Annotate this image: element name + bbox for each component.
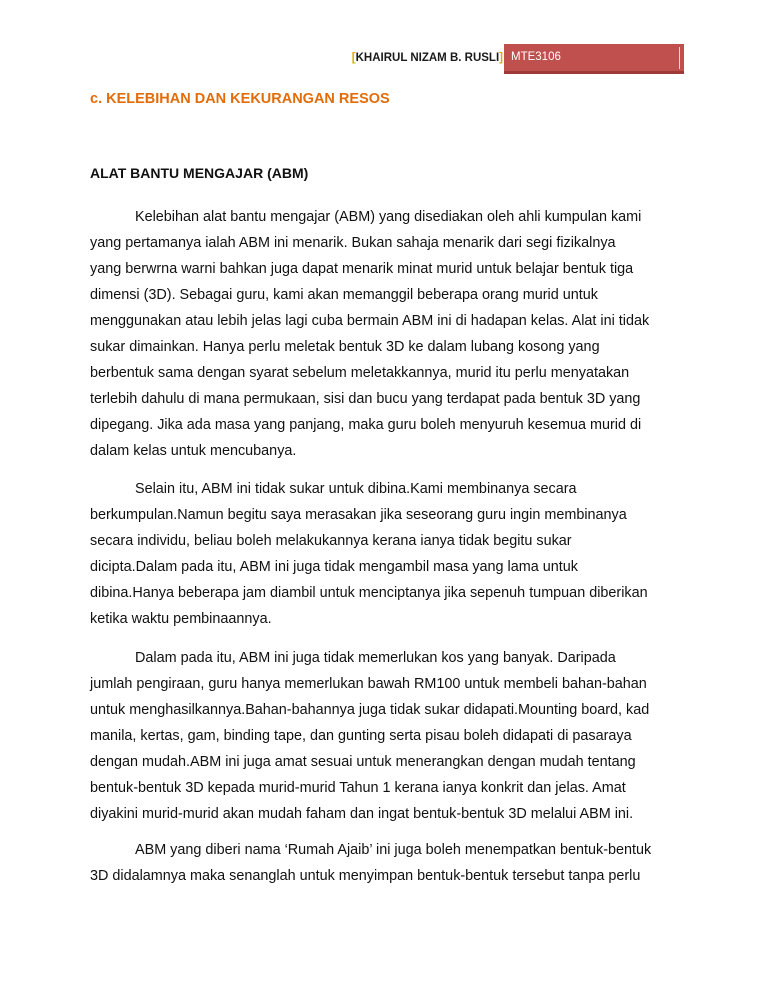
- subsection-title: ALAT BANTU MENGAJAR (ABM): [90, 165, 309, 181]
- paragraph-line: secara individu, beliau boleh melakukannya kerana ianya tidak begitu sukar: [90, 533, 572, 549]
- paragraph-line: terlebih dahulu di mana permukaan, sisi dan bucu yang terdapat pada bentuk 3D yang: [90, 391, 641, 407]
- paragraph-line: diyakini murid-murid akan mudah faham dan ingat bentuk-bentuk 3D melalui ABM ini.: [90, 806, 634, 822]
- header-divider: [679, 47, 680, 69]
- paragraph-line: Kelebihan alat bantu mengajar (ABM) yang disediakan oleh ahli kumpulan kami: [135, 209, 642, 225]
- course-code: MTE3106: [511, 51, 561, 63]
- paragraph-line: berbentuk sama dengan syarat sebelum meletakkannya, murid itu perlu menyatakan: [90, 365, 630, 381]
- section-title: c. KELEBIHAN DAN KEKURANGAN RESOS: [90, 91, 390, 107]
- paragraph-line: berkumpulan.Namun begitu saya merasakan jika seseorang guru ingin membinanya: [90, 507, 627, 523]
- paragraph-line: 3D didalamnya maka senanglah untuk menyimpan bentuk-bentuk tersebut tanpa perlu: [90, 868, 641, 884]
- paragraph-line: dimensi (3D). Sebagai guru, kami akan memanggil beberapa orang murid untuk: [90, 287, 598, 303]
- paragraph-line: yang berwrna warni bahkan juga dapat menarik minat murid untuk belajar bentuk tiga: [90, 261, 634, 277]
- paragraph-1: [90, 204, 680, 464]
- paragraph-line: ABM yang diberi nama ‘Rumah Ajaib’ ini juga boleh menempatkan bentuk-bentuk: [135, 842, 652, 858]
- paragraph-line: dengan mudah.ABM ini juga amat sesuai untuk menerangkan dengan mudah tentang: [90, 754, 636, 770]
- paragraph-line: jumlah pengiraan, guru hanya memerlukan bawah RM100 untuk membeli bahan-bahan: [90, 676, 647, 692]
- paragraph-line: yang pertamanya ialah ABM ini menarik. Bukan sahaja menarik dari segi fizikalnya: [90, 235, 616, 251]
- paragraph-line: ketika waktu pembinaannya.: [90, 611, 272, 627]
- paragraph-line: bentuk-bentuk 3D kepada murid-murid Tahun 1 kerana ianya konkrit dan jelas. Amat: [90, 780, 626, 796]
- paragraph-3: [90, 645, 680, 827]
- paragraph-2: [90, 476, 680, 632]
- paragraph-line: untuk menghasilkannya.Bahan-bahannya juga tidak sukar didapati.Mounting board, kad: [90, 702, 650, 718]
- paragraph-line: sukar dimainkan. Hanya perlu meletak bentuk 3D ke dalam lubang kosong yang: [90, 339, 600, 355]
- paragraph-line: Selain itu, ABM ini tidak sukar untuk dibina.Kami membinanya secara: [135, 481, 577, 497]
- author-bracket-close: ]: [499, 52, 503, 64]
- paragraph-line: manila, kertas, gam, binding tape, dan gunting serta pisau boleh didapati di pasaraya: [90, 728, 632, 744]
- paragraph-line: dipegang. Jika ada masa yang panjang, maka guru boleh menyuruh kesemua murid di: [90, 417, 642, 433]
- paragraph-line: menggunakan atau lebih jelas lagi cuba bermain ABM ini di hadapan kelas. Alat ini tidak: [90, 313, 650, 329]
- course-code-box: [504, 44, 684, 74]
- author-name-text: KHAIRUL NIZAM B. RUSLI: [355, 52, 500, 64]
- author-name: [352, 52, 503, 64]
- author-bracket-open: [: [351, 52, 356, 64]
- paragraph-line: dalam kelas untuk mencubanya.: [90, 443, 297, 459]
- paragraph-line: dibina.Hanya beberapa jam diambil untuk menciptanya jika sepenuh tumpuan diberikan: [90, 585, 648, 601]
- paragraph-line: Dalam pada itu, ABM ini juga tidak memerlukan kos yang banyak. Daripada: [135, 650, 616, 666]
- paragraph-line: dicipta.Dalam pada itu, ABM ini juga tidak mengambil masa yang lama untuk: [90, 559, 578, 575]
- page-header: [0, 44, 768, 74]
- paragraph-4: [90, 837, 680, 889]
